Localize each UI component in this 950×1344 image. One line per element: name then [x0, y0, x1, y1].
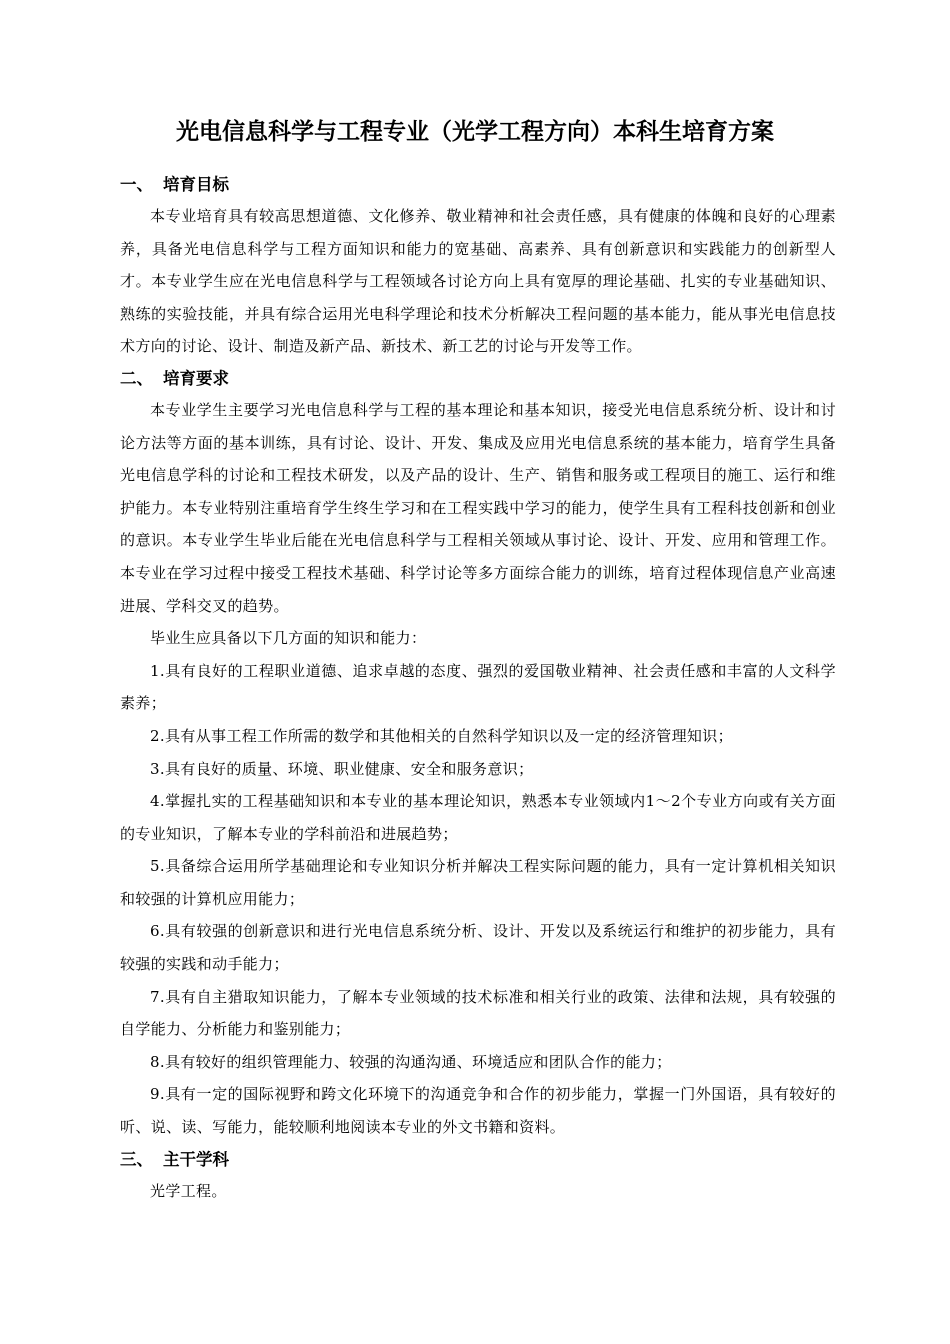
- section-heading: [120, 364, 836, 394]
- section-number: 一、: [120, 175, 153, 194]
- section-number: 三、: [120, 1149, 153, 1169]
- section-number: 二、: [120, 368, 153, 388]
- section-title: 主干学科: [163, 1149, 229, 1169]
- list-item: 1.具有良好的工程职业道德、追求卓越的态度、强烈的爱国敬业精神、社会责任感和丰富的人文科学素养；: [120, 661, 836, 713]
- document-body: [120, 170, 836, 1207]
- section-main-discipline: [120, 1145, 836, 1208]
- section-training-goals: [120, 170, 836, 363]
- paragraph: 本专业培育具有较高思想道德、文化修养、敬业精神和社会责任感，具有健康的体魄和良好的心理素养，具备光电信息科学与工程方面知识和能力的宽基础、高素养、具有创新意识和实践能力的创新型人才。本专业学生应在光电信息科学与工程领域各讨论方向上具有宽厚的理论基础、扎实的专业基础知识、熟练的实验技能，并具有综合运用光电科学理论和技术分析解决工程问题的基本能力，能从事光电信息技术方向的讨论、设计、制造及新产品、新技术、新工艺的讨论与开发等工作。: [120, 207, 836, 356]
- section-title: 培育目标: [163, 175, 229, 194]
- section-training-requirements: [120, 364, 836, 1144]
- list-item: 5.具备综合运用所学基础理论和专业知识分析并解决工程实际问题的能力，具有一定计算机相关知识和较强的计算机应用能力；: [120, 857, 836, 908]
- section-heading: [120, 1145, 836, 1175]
- paragraph: 毕业生应具备以下几方面的知识和能力：: [150, 629, 427, 648]
- section-heading: [120, 170, 836, 200]
- paragraph: 光学工程。: [150, 1181, 227, 1200]
- section-title: 培育要求: [163, 368, 229, 388]
- paragraph: 本专业学生主要学习光电信息科学与工程的基本理论和基本知识，接受光电信息系统分析、设计和讨论方法等方面的基本训练，具有讨论、设计、开发、集成及应用光电信息系统的基本能力，培育学生具备光电信息学科的讨论和工程技术研发，以及产品的设计、生产、销售和服务或工程项目的施工、运行和维护能力。本专业特别注重培育学生终生学习和在工程实践中学习的能力，使学生具有工程科技创新和创业的意识。本专业学生毕业后能在光电信息科学与工程相关领域从事讨论、设计、开发、应用和管理工作。本专业在学习过程中接受工程技术基础、科学讨论等多方面综合能力的训练，培育过程体现信息产业高速进展、学科交叉的趋势。: [120, 400, 836, 615]
- list-item: 2.具有从事工程工作所需的数学和其他相关的自然科学知识以及一定的经济管理知识；: [150, 726, 733, 745]
- list-item: 6.具有较强的创新意识和进行光电信息系统分析、设计、开发以及系统运行和维护的初步能力，具有较强的实践和动手能力；: [120, 922, 836, 974]
- list-item: 7.具有自主猎取知识能力，了解本专业领域的技术标准和相关行业的政策、法律和法规，具有较强的自学能力、分析能力和鉴别能力；: [120, 987, 836, 1039]
- document-title: 光电信息科学与工程专业（光学工程方向）本科生培育方案: [176, 119, 774, 145]
- list-item: 4.掌握扎实的工程基础知识和本专业的基本理论知识，熟悉本专业领域内1～2个专业方向或有关方面的专业知识，了解本专业的学科前沿和进展趋势；: [120, 792, 836, 843]
- list-item: 9.具有一定的国际视野和跨文化环境下的沟通竞争和合作的初步能力，掌握一门外国语，具有较好的听、说、读、写能力，能较顺利地阅读本专业的外文书籍和资料。: [120, 1085, 836, 1137]
- list-item: 8.具有较好的组织管理能力、较强的沟通沟通、环境适应和团队合作的能力；: [150, 1052, 672, 1071]
- list-item: 3.具有良好的质量、环境、职业健康、安全和服务意识；: [150, 759, 534, 778]
